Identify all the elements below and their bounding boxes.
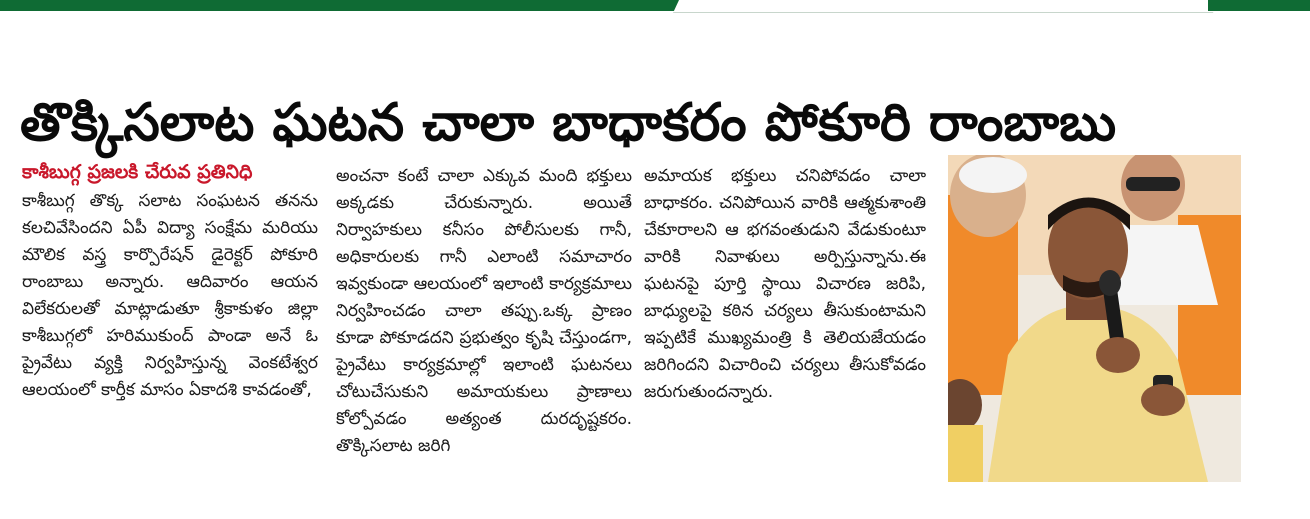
- speaker-photo-illustration: [948, 155, 1241, 482]
- top-banner: [0, 0, 1310, 14]
- column-3-text: అమాయక భక్తులు చనిపోవడం చాలా బాధాకరం. చనిపోయిన వారికి ఆత్మకుశాంతి చేకూరాలని ఆ భగవంతుడుని వేడుకుంటూ వారికి నివాళులు అర్పిస్తున్నాను.ఈ ఘటనపై పూర్తి స్థాయి విచారణ జరిపి, బాధ్యులపై కఠిన చర్యలు తీసుకుంటామని ఇప్పటికే ముఖ్యమంత్రి కి తెలియజేయడం జరిగిందని విచారించి చర్యలు తీసుకోవడం జరుగుతుందన్నారు.: [644, 166, 926, 402]
- byline: కాశీబుగ్గ ప్రజలకి చేరువ ప్రతినిధి: [22, 161, 253, 183]
- banner-green-right: [1208, 0, 1310, 11]
- article-column-1: [22, 160, 318, 404]
- article-column-2: [336, 163, 632, 460]
- column-2-text: అంచనా కంటే చాలా ఎక్కువ మంది భక్తులు అక్కడకు చేరుకున్నారు. అయితే నిర్వాహకులు కనీసం పోలీసులకు గానీ, అధికారులకు గానీ ఎలాంటి సమాచారం ఇవ్వకుండా ఆలయంలో ఇలాంటి కార్యక్రమాలు నిర్వహించడం చాలా తప్పు.ఒక్క ప్రాణం కూడా పోకూడదని ప్రభుత్వం కృషి చేస్తుండగా, ప్రైవేటు కార్యక్రమాల్లో ఇలాంటి ఘటనలు చోటుచేసుకుని అమాయకులు ప్రాణాలు కోల్పోవడం అత్యంత దురదృష్టకరం. తొక్కిసలాట జరిగి: [336, 166, 632, 456]
- banner-white-band: [673, 0, 1219, 13]
- speaker-photo: [948, 155, 1241, 482]
- article-column-3: [644, 163, 926, 406]
- column-1-text: కాశీబుగ్గ తొక్క సలాట సంఘటన తనను కలచివేసిందని ఏపీ విద్యా సంక్షేమ మరియు మౌలిక వస్త్ర కార్పొరేషన్ డైరెక్టర్ పోకూరి రాంబాబు అన్నారు. ఆదివారం ఆయన విలేకరులతో మాట్లాడుతూ శ్రీకాకుళం జిల్లా కాశీబుగ్గలో హరిముకుంద్ పాండా అనే ఓ ప్రైవేటు వ్యక్తి నిర్వహిస్తున్న వెంకటేశ్వర ఆలయంలో కార్తీక మాసం ఏకాదశి కావడంతో,: [22, 191, 318, 400]
- article-headline: తొక్కిసలాట ఘటన చాలా బాధాకరం పోకూరి రాంబాబు: [20, 92, 1117, 153]
- banner-green-left: [0, 0, 690, 11]
